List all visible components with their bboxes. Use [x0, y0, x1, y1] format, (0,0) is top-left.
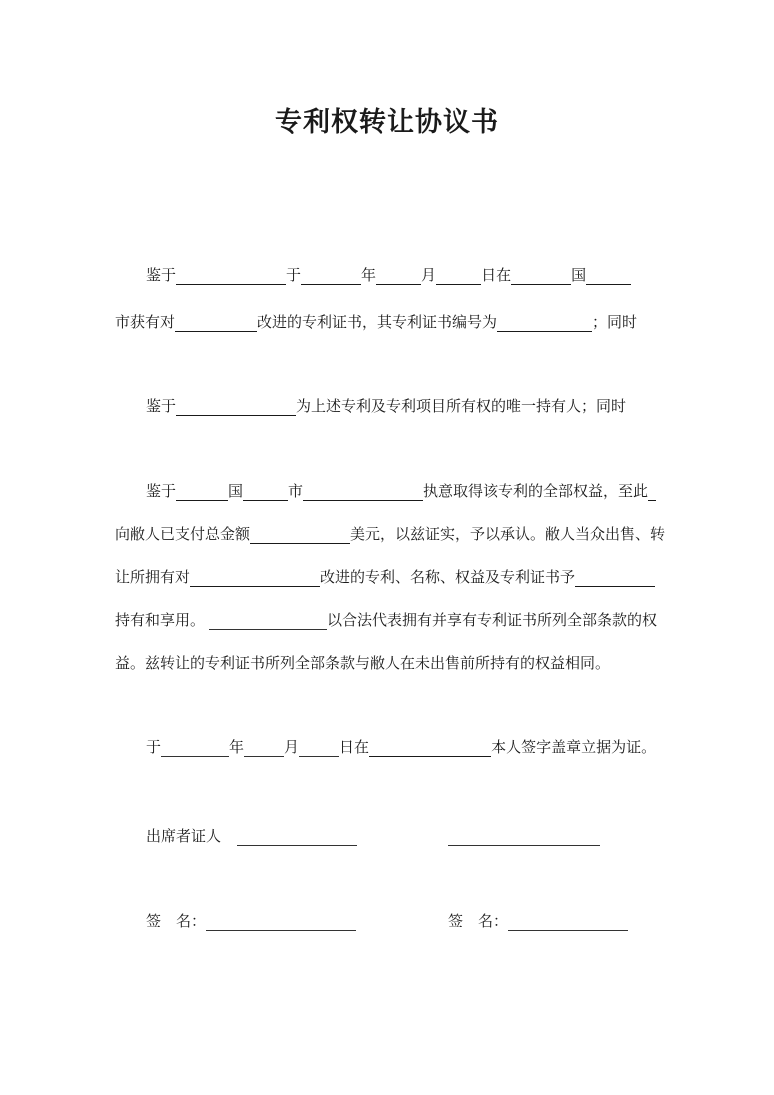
blank-field[interactable] — [301, 268, 361, 285]
text: 以合法代表拥有并享有专利证书所列全部条款的权 — [327, 611, 658, 629]
blank-field[interactable] — [299, 740, 339, 757]
text: 让所拥有对 — [115, 568, 191, 586]
blank-field[interactable] — [176, 484, 228, 501]
paragraph-3-line-1 — [146, 481, 656, 501]
text: 国 — [571, 266, 587, 284]
blank-field[interactable] — [244, 740, 284, 757]
text: 月 — [284, 738, 300, 756]
blank-field[interactable] — [575, 570, 655, 587]
witness-line — [146, 826, 357, 846]
blank-field[interactable] — [176, 268, 286, 285]
text: 鉴于 — [146, 397, 177, 415]
paragraph-3-line-4 — [115, 610, 657, 630]
text: 市 — [288, 482, 304, 500]
blank-field[interactable] — [303, 484, 423, 501]
signature-label-right: 签 名： — [448, 912, 509, 930]
text: 日在 — [481, 266, 512, 284]
text: 美元，以兹证实，予以承认。敝人当众出售、转 — [350, 525, 666, 543]
signature-field-left[interactable] — [206, 914, 356, 931]
text: 持有和享用。 — [115, 611, 206, 629]
witness-signature-field-2[interactable] — [448, 829, 600, 846]
blank-field[interactable] — [511, 268, 571, 285]
witness-line-2 — [448, 826, 600, 846]
blank-field[interactable] — [436, 268, 481, 285]
text: 本人签字盖章立据为证。 — [491, 738, 657, 756]
witness-signature-field[interactable] — [237, 829, 357, 846]
text: 鉴于 — [146, 266, 177, 284]
blank-field[interactable] — [243, 484, 288, 501]
blank-field[interactable] — [175, 315, 257, 332]
text: 改进的专利证书，其专利证书编号为 — [257, 313, 498, 331]
text: ；同时 — [592, 313, 638, 331]
paragraph-2-line-1 — [146, 396, 626, 416]
text: 向敝人已支付总金额 — [115, 525, 251, 543]
witness-label: 出席者证人 — [146, 827, 222, 845]
text: 日在 — [339, 738, 370, 756]
text: 年 — [361, 266, 377, 284]
text: 改进的专利、名称、权益及专利证书予 — [320, 568, 576, 586]
blank-field[interactable] — [648, 484, 656, 501]
signature-label-left: 签 名： — [146, 912, 207, 930]
text: 月 — [421, 266, 437, 284]
signature-right — [448, 911, 628, 931]
text: 国 — [228, 482, 244, 500]
text: 年 — [229, 738, 245, 756]
document-title: 专利权转让协议书 — [275, 107, 499, 138]
paragraph-4-line-1 — [146, 737, 656, 757]
signature-field-right[interactable] — [508, 914, 628, 931]
text: 市获有对 — [115, 313, 176, 331]
text: 执意取得该专利的全部权益，至此 — [423, 482, 649, 500]
blank-field[interactable] — [497, 315, 592, 332]
paragraph-3-line-3 — [115, 567, 655, 587]
paragraph-3-line-5 — [115, 653, 610, 673]
blank-field[interactable] — [161, 740, 229, 757]
blank-field[interactable] — [209, 613, 327, 630]
paragraph-1-line-1 — [146, 265, 631, 285]
blank-field[interactable] — [369, 740, 491, 757]
blank-field[interactable] — [376, 268, 421, 285]
signature-left — [146, 911, 356, 931]
blank-field[interactable] — [190, 570, 320, 587]
text: 于 — [286, 266, 302, 284]
paragraph-1-line-2 — [115, 312, 637, 332]
text: 益。兹转让的专利证书所列全部条款与敝人在未出售前所持有的权益相同。 — [115, 654, 611, 672]
blank-field[interactable] — [250, 527, 350, 544]
text: 为上述专利及专利项目所有权的唯一持有人；同时 — [296, 397, 627, 415]
text: 鉴于 — [146, 482, 177, 500]
paragraph-3-line-2 — [115, 524, 665, 544]
text: 于 — [146, 738, 162, 756]
blank-field[interactable] — [176, 399, 296, 416]
blank-field[interactable] — [586, 268, 631, 285]
